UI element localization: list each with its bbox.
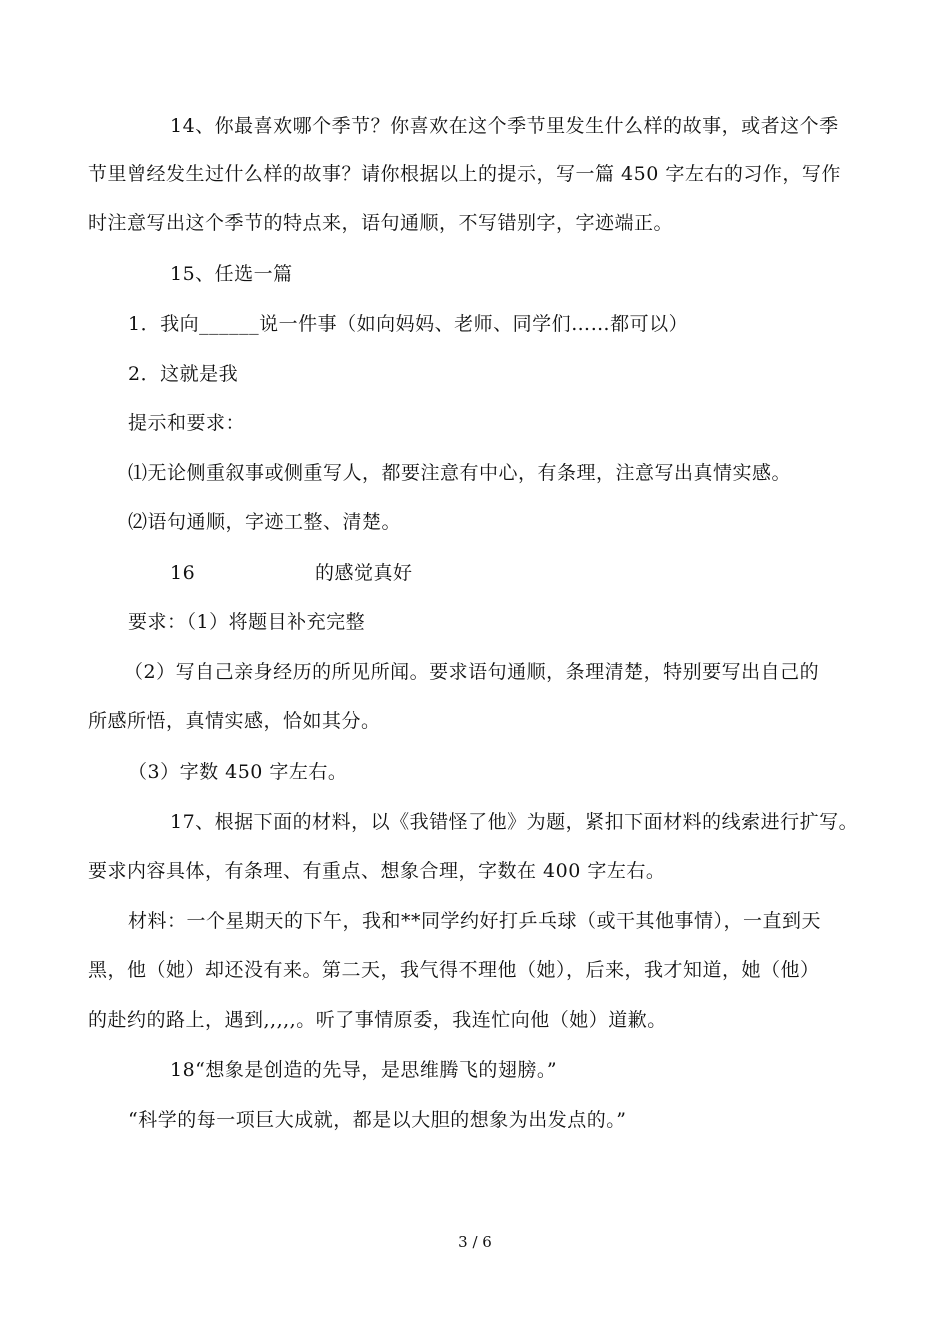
q14-line-1: 14、你最喜欢哪个季节？你喜欢在这个季节里发生什么样的故事，或者这个季 <box>170 115 839 137</box>
q16-number: 16 <box>170 562 196 584</box>
q14-line-3: 时注意写出这个季节的特点来，语句通顺，不写错别字，字迹端正。 <box>88 212 674 234</box>
q17-line-2: 要求内容具体，有条理、有重点、想象合理，字数在 400 字左右。 <box>88 860 666 882</box>
q15-requirement-1: ⑴无论侧重叙事或侧重写人，都要注意有中心，有条理，注意写出真情实感。 <box>128 462 792 484</box>
q15-requirement-2: ⑵语句通顺，字迹工整、清楚。 <box>128 511 402 533</box>
q16-requirement-1: 要求：（1）将题目补充完整 <box>128 611 366 633</box>
q15-option-1: 1．我向______说一件事（如向妈妈、老师、同学们……都可以） <box>128 313 689 335</box>
q15-title: 15、任选一篇 <box>170 263 293 285</box>
page-indicator: 3 / 6 <box>458 1233 492 1251</box>
q16-requirement-3: （3）字数 450 字左右。 <box>128 761 348 783</box>
q17-material-line-2: 黑，他（她）却还没有来。第二天，我气得不理他（她），后来，我才知道，她（他） <box>88 959 820 981</box>
q16-title: 的感觉真好 <box>315 562 413 584</box>
q14-line-2: 节里曾经发生过什么样的故事？请你根据以上的提示，写一篇 450 字左右的习作，写作 <box>88 163 841 185</box>
q18-quote-2: “科学的每一项巨大成就，都是以大胆的想象为出发点的。” <box>128 1109 627 1131</box>
q16-requirement-2-line-1: （2）写自己亲身经历的所见所闻。要求语句通顺，条理清楚，特别要写出自己的 <box>124 661 820 683</box>
q16-requirement-2-line-2: 所感所悟，真情实感，恰如其分。 <box>88 710 381 732</box>
q15-hint-label: 提示和要求： <box>128 412 246 434</box>
q15-option-2: 2．这就是我 <box>128 363 239 385</box>
q17-material-line-3: 的赴约的路上，遇到,,,,,。听了事情原委，我连忙向他（她）道歉。 <box>88 1009 667 1031</box>
q18-quote-1: 18“想象是创造的先导，是思维腾飞的翅膀。” <box>170 1059 558 1081</box>
q17-material-line-1: 材料：一个星期天的下午，我和**同学约好打乒乓球（或干其他事情），一直到天 <box>128 910 822 932</box>
q17-line-1: 17、根据下面的材料，以《我错怪了他》为题，紧扣下面材料的线索进行扩写。 <box>170 811 859 833</box>
